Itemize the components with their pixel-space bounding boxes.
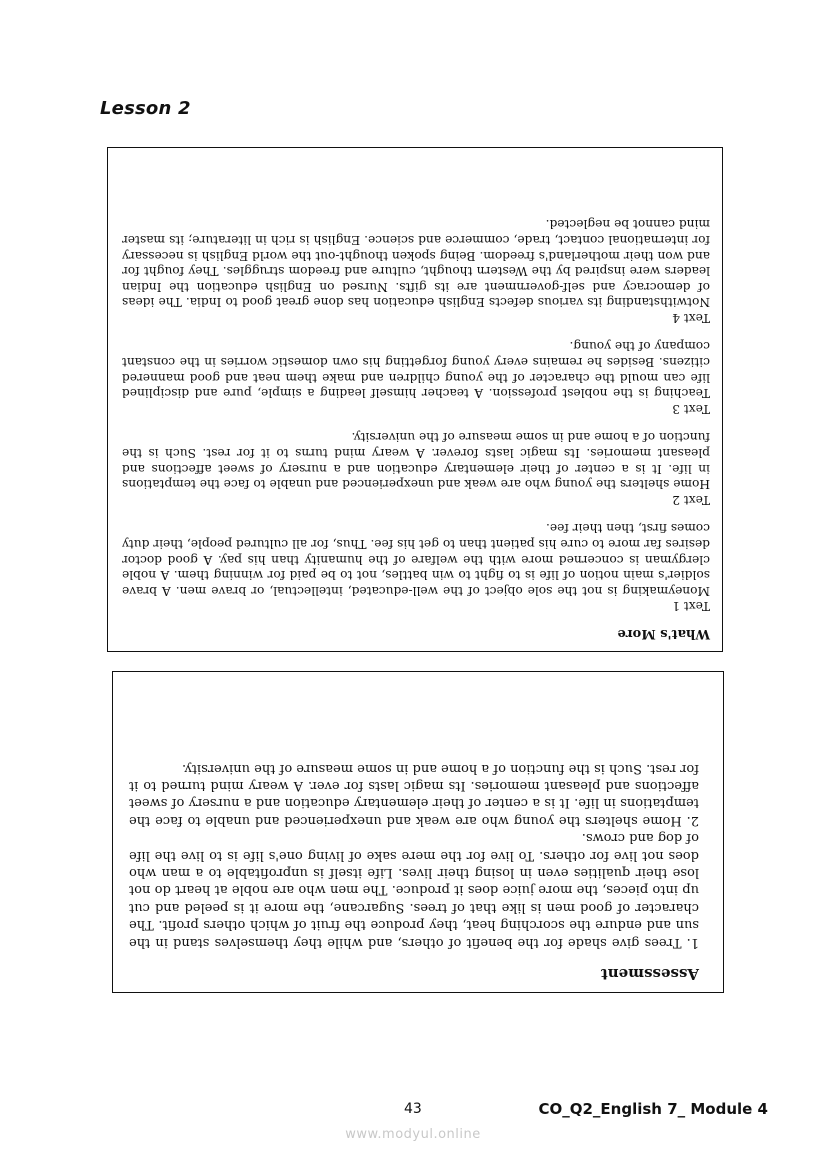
- text-4-body: Notwithstanding its various defects English education has done great good to India. The ideas of democracy and self-government are its gifts. Nursed on English education the Indian leaders were inspired by the Western thought, culture and freedom struggles. They fought for and won their motherland's freedom. Being spoken thought-out the world English is necessary for international contact, trade, commerce and science. English is rich in literature; its master mind cannot be neglected.: [122, 217, 710, 310]
- text-1-label: Text 1: [672, 599, 710, 614]
- page-number: 43: [404, 1101, 422, 1117]
- whats-more-heading: What's More: [617, 626, 710, 641]
- module-code: CO_Q2_English 7_ Module 4: [538, 1100, 768, 1118]
- text-1-body: Moneymaking is not the sole object of the well-educated, intellectual, or brave men. A brave soldier's main notion of life is to fight to win battles, not to be paid for winning them. A noble clergyman is concerned more with the welfare of the humanity than his pay. A good doctor desires far more to cure his patient than to get his fee. Thus, for all cultured people, their duty comes first, then their fee.: [122, 521, 710, 598]
- assessment-box: [112, 671, 724, 993]
- lesson-title: Lesson 2: [100, 98, 191, 119]
- assessment-heading: Assessment: [600, 965, 699, 983]
- whats-more-content: [108, 148, 722, 651]
- text-3-label: Text 3: [672, 401, 710, 416]
- text-4-label: Text 4: [672, 310, 710, 325]
- assessment-content: [113, 672, 723, 992]
- text-2-label: Text 2: [672, 492, 710, 507]
- whats-more-box: [107, 147, 723, 652]
- assessment-item-1: 1. Trees give shade for the benefit of others, and while they themselves stand in the sun and endure the scorching heat, they produce the fruit of which others profit. The character of good men is like that of trees. Sugarcane, the more it is peeled and cut up into pieces, the more juice does it produce. The men who are noble at heart do not lose their qualities even in losing their lives. Life itself is unprofitable to a man who does not live for others. To live for the mere sake of living one's life is to live the life of dog and crows.: [129, 830, 699, 950]
- text-2-body: Home shelters the young who are weak and unexperienced and unable to face the temptations in life. It is a center of their elementary education and a nursery of sweet affections and pleasant memories. Its magic lasts forever. A weary mind turns to it for rest. Such is the function of a home and in some measure of the university.: [122, 430, 710, 492]
- watermark: www.modyul.online: [345, 1127, 481, 1142]
- text-3-body: Teaching is the noblest profession. A teacher himself leading a simple, pure and disciplined life can mould the character of the young children and make them neat and good mannered citizens. Besides he remains every young forgetting his own domestic worries in the constant company of the young.: [122, 339, 710, 401]
- assessment-item-2: 2. Home shelters the young who are weak and unexperienced and unable to face the temptations in life. It is a center of their elementary education and a nursery of sweet affections and pleasant memories. Its magic lasts for ever. A weary mind turned to it for rest. Such is the function of a home and in some measure of the university.: [129, 760, 699, 828]
